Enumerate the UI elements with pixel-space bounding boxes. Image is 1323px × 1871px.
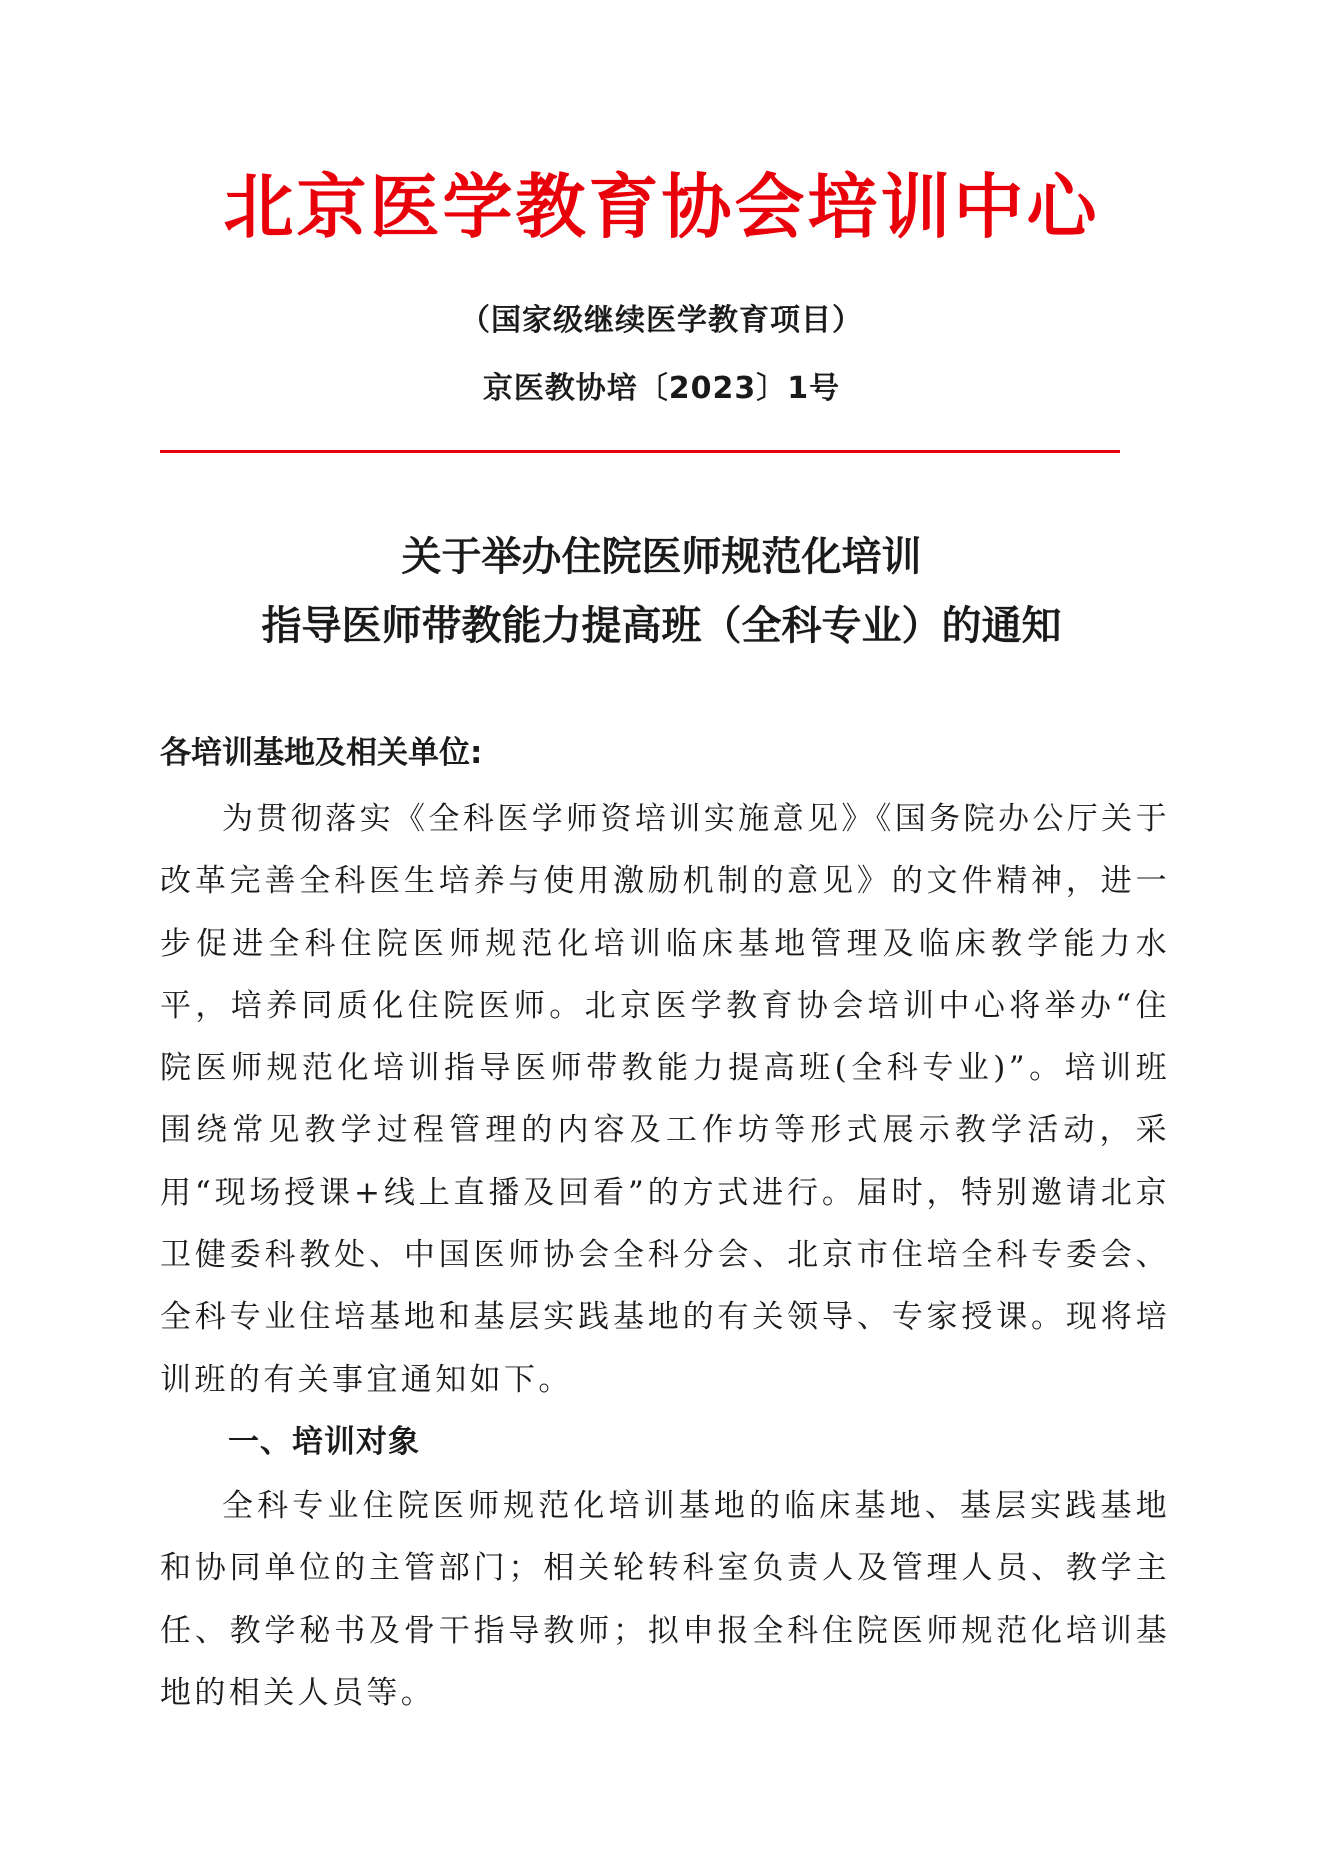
document-number: 京医教协培〔2023〕1号 xyxy=(482,371,841,406)
section-body-training-targets: 全科专业住院医师规范化培训基地的临床基地、基层实践基地和协同单位的主管部门；相关轮转科室负责人及管理人员、教学主任、教学秘书及骨干指导教师；拟申报全科住院医师规范化培训基地的相关人员等。 xyxy=(160,1488,1170,1711)
project-type-label: （国家级继续医学教育项目） xyxy=(460,303,863,338)
notice-title-line-1: 关于举办住院医师规范化培训 xyxy=(401,534,922,580)
section-heading-training-targets: 一、培训对象 xyxy=(228,1424,420,1460)
organization-masthead: 北京医学教育协会培训中心 xyxy=(223,165,1100,248)
red-divider-line xyxy=(160,450,1120,453)
intro-paragraph: 为贯彻落实《全科医学师资培训实施意见》《国务院办公厅关于改革完善全科医生培养与使用激励机制的意见》的文件精神，进一步促进全科住院医师规范化培训临床基地管理及临床教学能力水平，培养同质化住院医师。北京医学教育协会培训中心将举办“住院医师规范化培训指导医师带教能力提高班(全科专业)”。培训班围绕常见教学过程管理的内容及工作坊等形式展示教学活动，采用“现场授课+线上直播及回看”的方式进行。届时，特别邀请北京卫健委科教处、中国医师协会全科分会、北京市住培全科专委会、全科专业住培基地和基层实践基地的有关领导、专家授课。现将培训班的有关事宜通知如下。 xyxy=(160,801,1170,1398)
notice-title-line-2: 指导医师带教能力提高班（全科专业）的通知 xyxy=(261,603,1062,649)
salutation: 各培训基地及相关单位: xyxy=(160,735,483,771)
